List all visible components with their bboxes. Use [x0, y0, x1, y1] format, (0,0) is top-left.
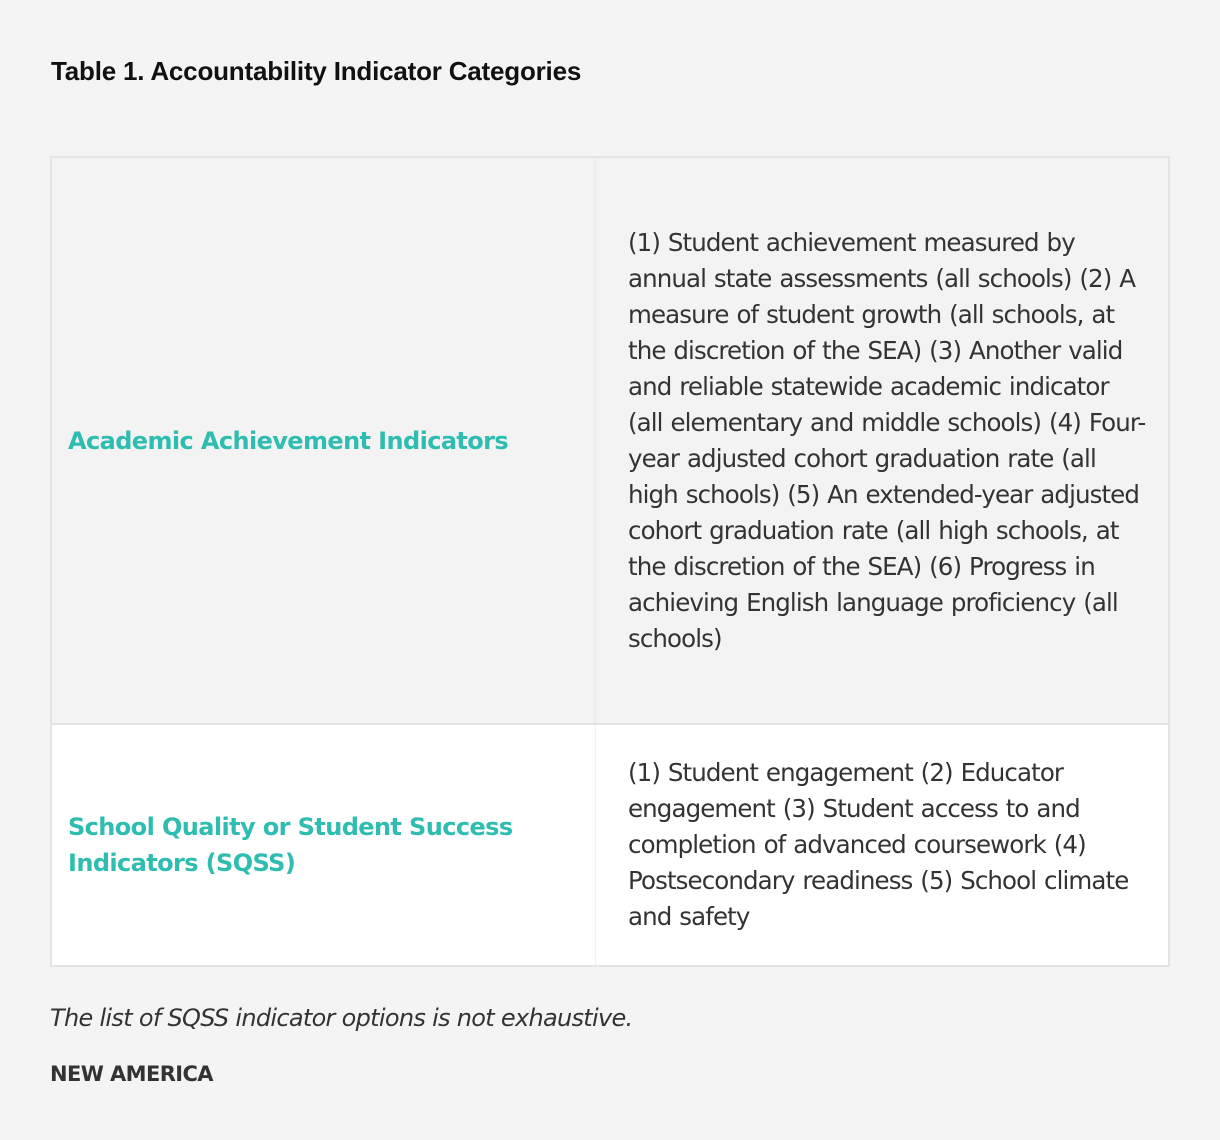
description-cell [596, 158, 1168, 723]
table-note: The list of SQSS indicator options is not exhaustive. [50, 1004, 633, 1032]
source-label: NEW AMERICA [50, 1062, 213, 1086]
category-description: (1) Student achievement measured by annual state assessments (all schools) (2) A measure of student growth (all schools, at the discretion of the SEA) (3) Another valid and reliable statewide academic indicator (all elementary and middle schools) (4) Four-year adjusted cohort graduation rate (all high schools) (5) An extended-year adjusted cohort graduation rate (all high schools, at the discretion of the SEA) (6) Progress in achieving English language proficiency (all schools) [628, 227, 1146, 653]
category-cell [52, 725, 596, 965]
table-title: Table 1. Accountability Indicator Categories [51, 56, 582, 86]
table-row [52, 158, 1168, 725]
description-cell [596, 725, 1168, 965]
category-cell [52, 158, 596, 723]
category-description: (1) Student engagement (2) Educator engagement (3) Student access to and completion of advanced coursework (4) Postsecondary readiness (5) School climate and safety [628, 758, 1129, 931]
table-row [52, 725, 1168, 965]
indicator-table [50, 156, 1170, 967]
category-label: School Quality or Student Success Indicators (SQSS) [68, 813, 513, 877]
category-label: Academic Achievement Indicators [68, 426, 509, 455]
